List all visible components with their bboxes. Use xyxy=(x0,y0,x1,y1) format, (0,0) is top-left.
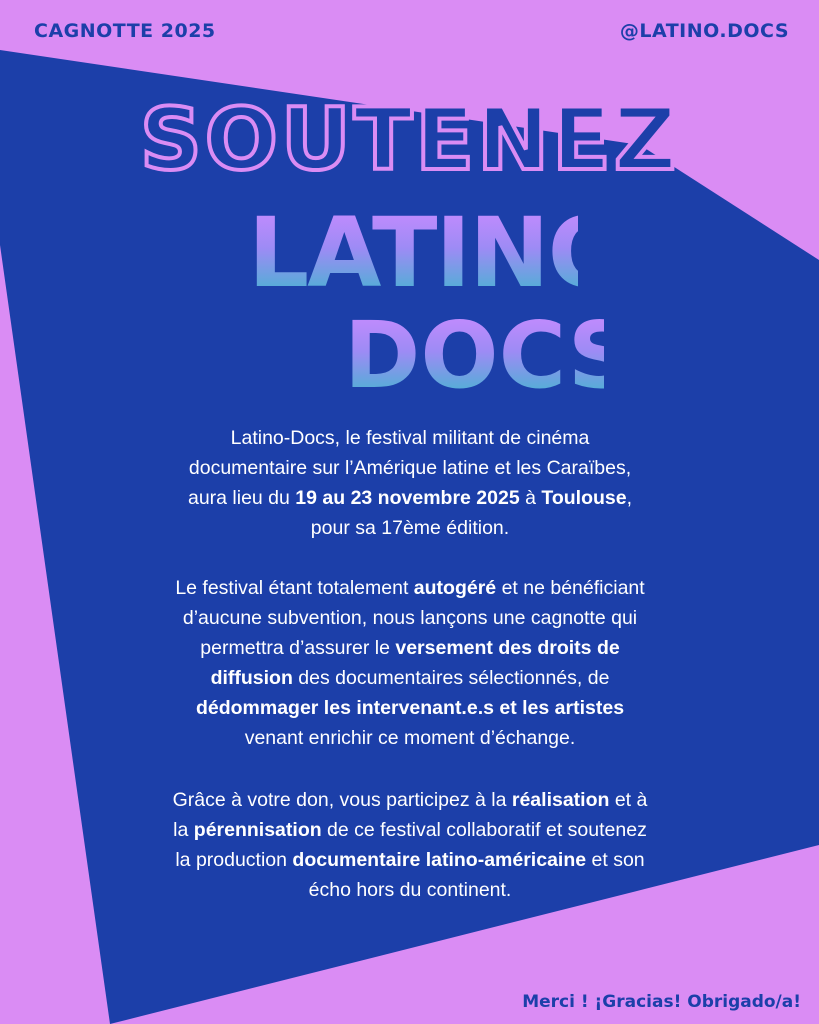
paragraph-funding xyxy=(110,573,710,753)
text-line: pour sa 17ème édition. xyxy=(310,517,510,539)
social-handle: @LATINO.DOCS xyxy=(619,20,789,42)
text-line: diffusion des documentaires sélectionnés, de xyxy=(210,667,610,689)
text-line: écho hors du continent. xyxy=(308,879,512,901)
text-line: dédommager les intervenant.e.s et les artistes xyxy=(195,697,625,719)
paragraph-thanks xyxy=(110,785,710,905)
text-line: Grâce à votre don, vous participez à la réalisation et à xyxy=(172,789,648,811)
page-title: SOUTENEZ xyxy=(139,90,680,190)
text-line: la production documentaire latino-américaine et son xyxy=(175,849,645,871)
text-line: permettra d’assurer le versement des droits de xyxy=(200,637,620,659)
campaign-label: CAGNOTTE 2025 xyxy=(34,20,216,42)
text-line: Le festival étant totalement autogéré et ne bénéficiant xyxy=(175,577,645,599)
text-line: Latino-Docs, le festival militant de cinéma xyxy=(230,427,590,449)
text-line: documentaire sur l’Amérique latine et les Caraïbes, xyxy=(188,457,632,479)
dates: 19 au 23 novembre 2025 xyxy=(295,487,520,509)
logo-docs: DOCS xyxy=(344,302,635,409)
paragraph-intro xyxy=(110,423,710,543)
text-line: la pérennisation de ce festival collaboratif et soutenez xyxy=(173,819,647,841)
text-line: venant enrichir ce moment d’échange. xyxy=(244,727,576,749)
city: Toulouse xyxy=(541,487,627,509)
thanks-footer: Merci ! ¡Gracias! Obrigado/a! xyxy=(522,992,801,1012)
text-line: d’aucune subvention, nous lançons une cagnotte qui xyxy=(182,607,638,629)
text-line: aura lieu du 19 au 23 novembre 2025 à Toulouse, xyxy=(187,487,633,509)
logo-latino: LATINO xyxy=(248,197,628,309)
